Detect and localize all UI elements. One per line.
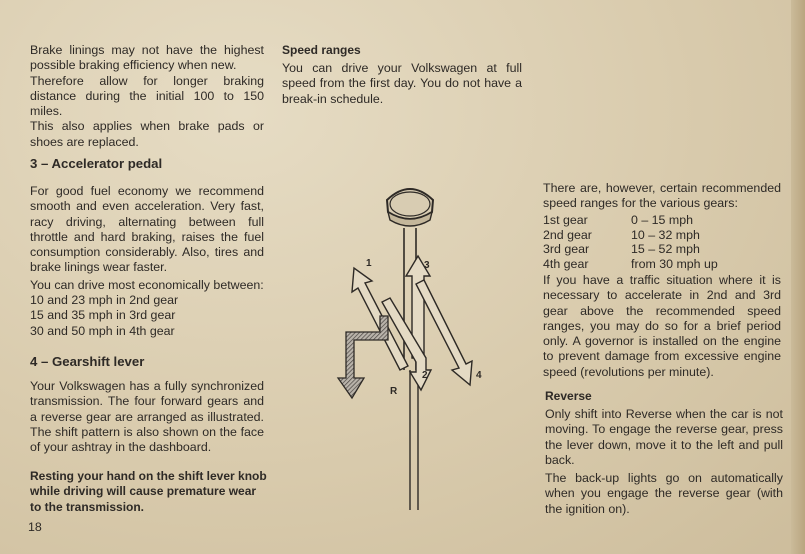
gear-range: from 30 mph up: [631, 256, 718, 271]
speed-ranges-section: [282, 61, 522, 107]
economical-line-2nd: 10 and 23 mph in 2nd gear: [30, 293, 179, 308]
page-number: 18: [28, 520, 42, 534]
gear-name: 2nd gear: [543, 227, 592, 242]
gear-name: 3rd gear: [543, 242, 590, 257]
gear-row: [543, 242, 718, 257]
gear-name: 4th gear: [543, 256, 589, 271]
traffic-section: [543, 273, 781, 380]
recommended-speed-intro: [543, 181, 781, 212]
lever-knob: [387, 189, 433, 226]
gear-label-r: R: [390, 386, 398, 397]
gear-range: 0 – 15 mph: [631, 213, 693, 227]
economical-line-3rd: 15 and 35 mph in 3rd gear: [30, 308, 176, 323]
gearshift-text: Your Volkswagen has a fully synchronized transmission. The four forward gears and a reverse gear are arranged as illustrated. The shift pattern is also shown on the face of your ashtray in the dashboard.: [30, 379, 264, 455]
gear-label-1: 1: [366, 258, 372, 269]
warning-text: Resting your hand on the shift lever knob while driving will cause premature wear to the transmission.: [30, 469, 267, 514]
traffic-text: If you have a traffic situation where it is necessary to accelerate in 2nd and 3rd gear above the recommended speed ranges, you may do so for a brief period only. A governor is installed on the engine to prevent damage from excessive engine speed (revolutions per minute).: [543, 273, 781, 379]
gear-row: [543, 213, 718, 228]
gear-row: [543, 228, 718, 243]
gearshift-diagram: [330, 180, 510, 520]
brake-intro-line-2: Therefore allow for longer braking distance during the initial 100 to 150 miles.: [30, 73, 264, 119]
gearshift-heading: 4 – Gearshift lever: [30, 354, 145, 369]
reverse-section: [545, 407, 783, 517]
reverse-arrow: [338, 316, 388, 398]
accelerator-section: [30, 184, 264, 339]
reverse-heading: Reverse: [545, 389, 592, 403]
speed-ranges-heading: Speed ranges: [282, 43, 361, 57]
gear-speed-table: [543, 213, 718, 271]
accelerator-heading: 3 – Accelerator pedal: [30, 156, 163, 171]
reverse-text: Only shift into Reverse when the car is not moving. To engage the reverse gear, press the lever down, move it to the left and pull back.: [545, 407, 783, 467]
gear-label-3: 3: [424, 260, 430, 271]
brake-intro-line-3: This also applies when brake pads or shoes are replaced.: [30, 119, 264, 149]
gear-row: [543, 257, 718, 272]
gear-name: 1st gear: [543, 213, 588, 227]
recommended-speed-text: There are, however, certain recommended speed ranges for the various gears:: [543, 181, 781, 211]
gear-range: 10 – 32 mph: [631, 227, 700, 242]
accelerator-text: For good fuel economy we recommend smooth and even acceleration. Very fast, racy driving, alternating between full throttle and hard braking, raises the fuel consumption considerably. Also, tires and brake linings wear faster.: [30, 184, 264, 275]
brake-intro-line-1: Brake linings may not have the highest possible braking efficiency when new.: [30, 43, 264, 73]
left-column: [30, 43, 264, 150]
backup-lights-text: The back-up lights go on automatically when you engage the reverse gear (with the ignition on).: [545, 471, 783, 516]
economical-line-4th: 30 and 50 mph in 4th gear: [30, 323, 175, 338]
gear-range: 15 – 52 mph: [631, 242, 700, 257]
speed-ranges-text: You can drive your Volkswagen at full speed from the first day. You do not have a break-in schedule.: [282, 61, 522, 106]
page-edge: [791, 0, 805, 554]
gear-label-4: 4: [476, 370, 482, 381]
economical-intro: You can drive most economically between:: [30, 277, 264, 292]
gear-label-2: 2: [422, 370, 428, 381]
gearshift-section: [30, 379, 264, 455]
